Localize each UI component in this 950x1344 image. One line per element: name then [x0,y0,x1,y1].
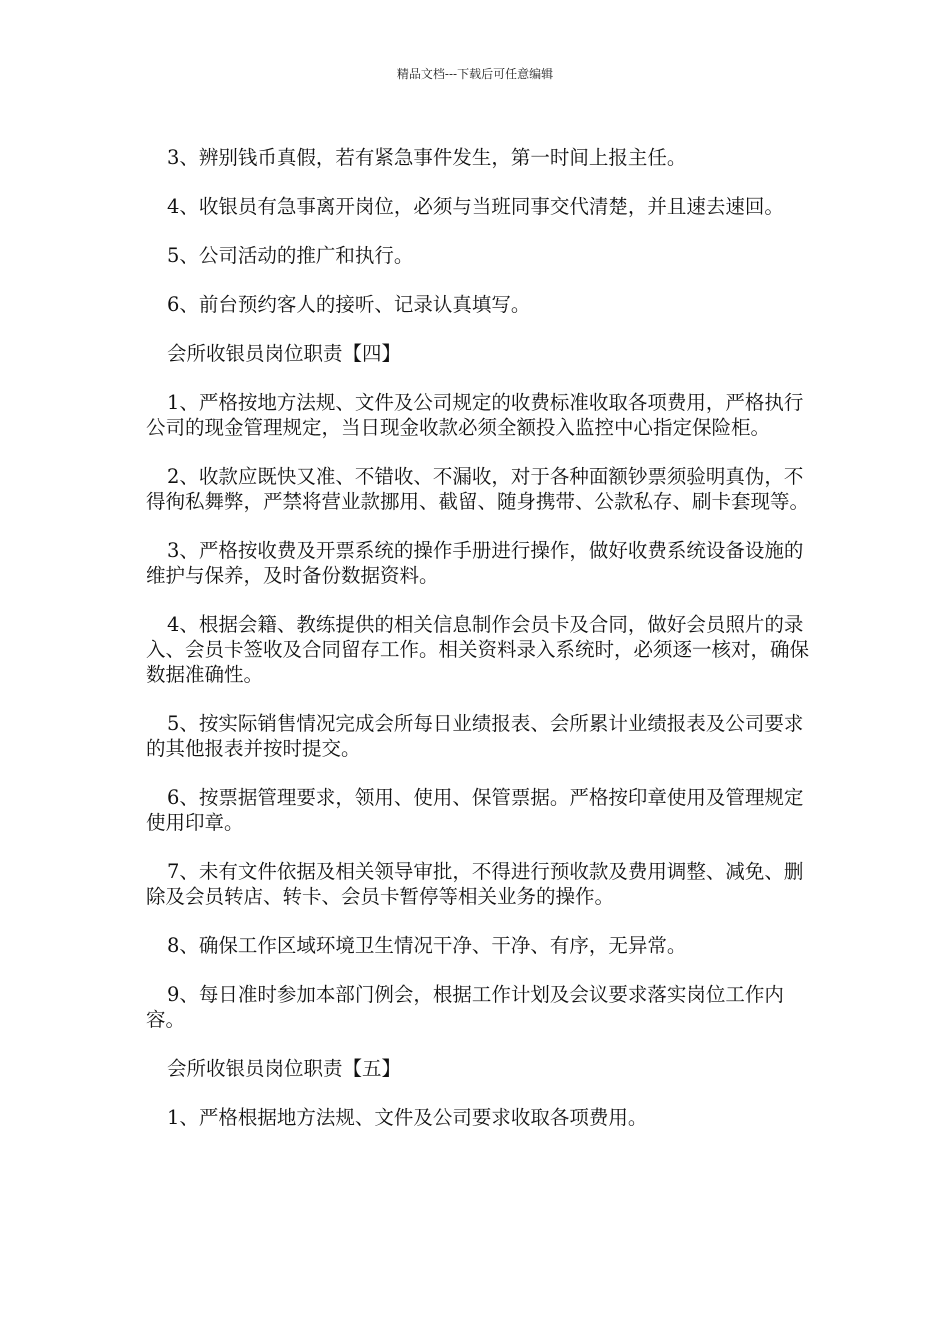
paragraph: 7、未有文件依据及相关领导审批，不得进行预收款及费用调整、减免、删除及会员转店、转卡、会员卡暂停等相关业务的操作。 [146,860,804,908]
paragraph: 6、前台预约客人的接听、记录认真填写。 [167,293,531,316]
paragraph: 1、严格按地方法规、文件及公司规定的收费标准收取各项费用，严格执行公司的现金管理规定，当日现金收款必须全额投入监控中心指定保险柜。 [146,391,804,439]
paragraph: 4、收银员有急事离开岗位，必须与当班同事交代清楚，并且速去速回。 [167,195,784,218]
paragraph: 1、严格根据地方法规、文件及公司要求收取各项费用。 [167,1106,648,1129]
paragraph: 5、公司活动的推广和执行。 [167,244,414,267]
document-body [146,145,810,1154]
paragraph: 6、按票据管理要求，领用、使用、保管票据。严格按印章使用及管理规定使用印章。 [146,786,804,834]
paragraph: 4、根据会籍、教练提供的相关信息制作会员卡及合同，做好会员照片的录入、会员卡签收及合同留存工作。相关资料录入系统时，必须逐一核对，确保数据准确性。 [146,613,810,686]
paragraph: 8、确保工作区域环境卫生情况干净、干净、有序，无异常。 [167,934,687,957]
paragraph: 3、辨别钱币真假，若有紧急事件发生，第一时间上报主任。 [167,146,687,169]
paragraph: 3、严格按收费及开票系统的操作手册进行操作，做好收费系统设备设施的维护与保养，及时备份数据资料。 [146,539,804,587]
paragraph: 2、收款应既快又准、不错收、不漏收，对于各种面额钞票须验明真伪，不得徇私舞弊，严禁将营业款挪用、截留、随身携带、公款私存、刷卡套现等。 [146,465,810,513]
page-header: 精品文档---下载后可任意编辑 [396,67,554,81]
paragraph: 5、按实际销售情况完成会所每日业绩报表、会所累计业绩报表及公司要求的其他报表并按时提交。 [146,712,804,760]
paragraph: 9、每日准时参加本部门例会，根据工作计划及会议要求落实岗位工作内容。 [146,983,784,1031]
section-heading: 会所收银员岗位职责【五】 [167,1057,402,1080]
section-heading: 会所收银员岗位职责【四】 [167,342,402,365]
